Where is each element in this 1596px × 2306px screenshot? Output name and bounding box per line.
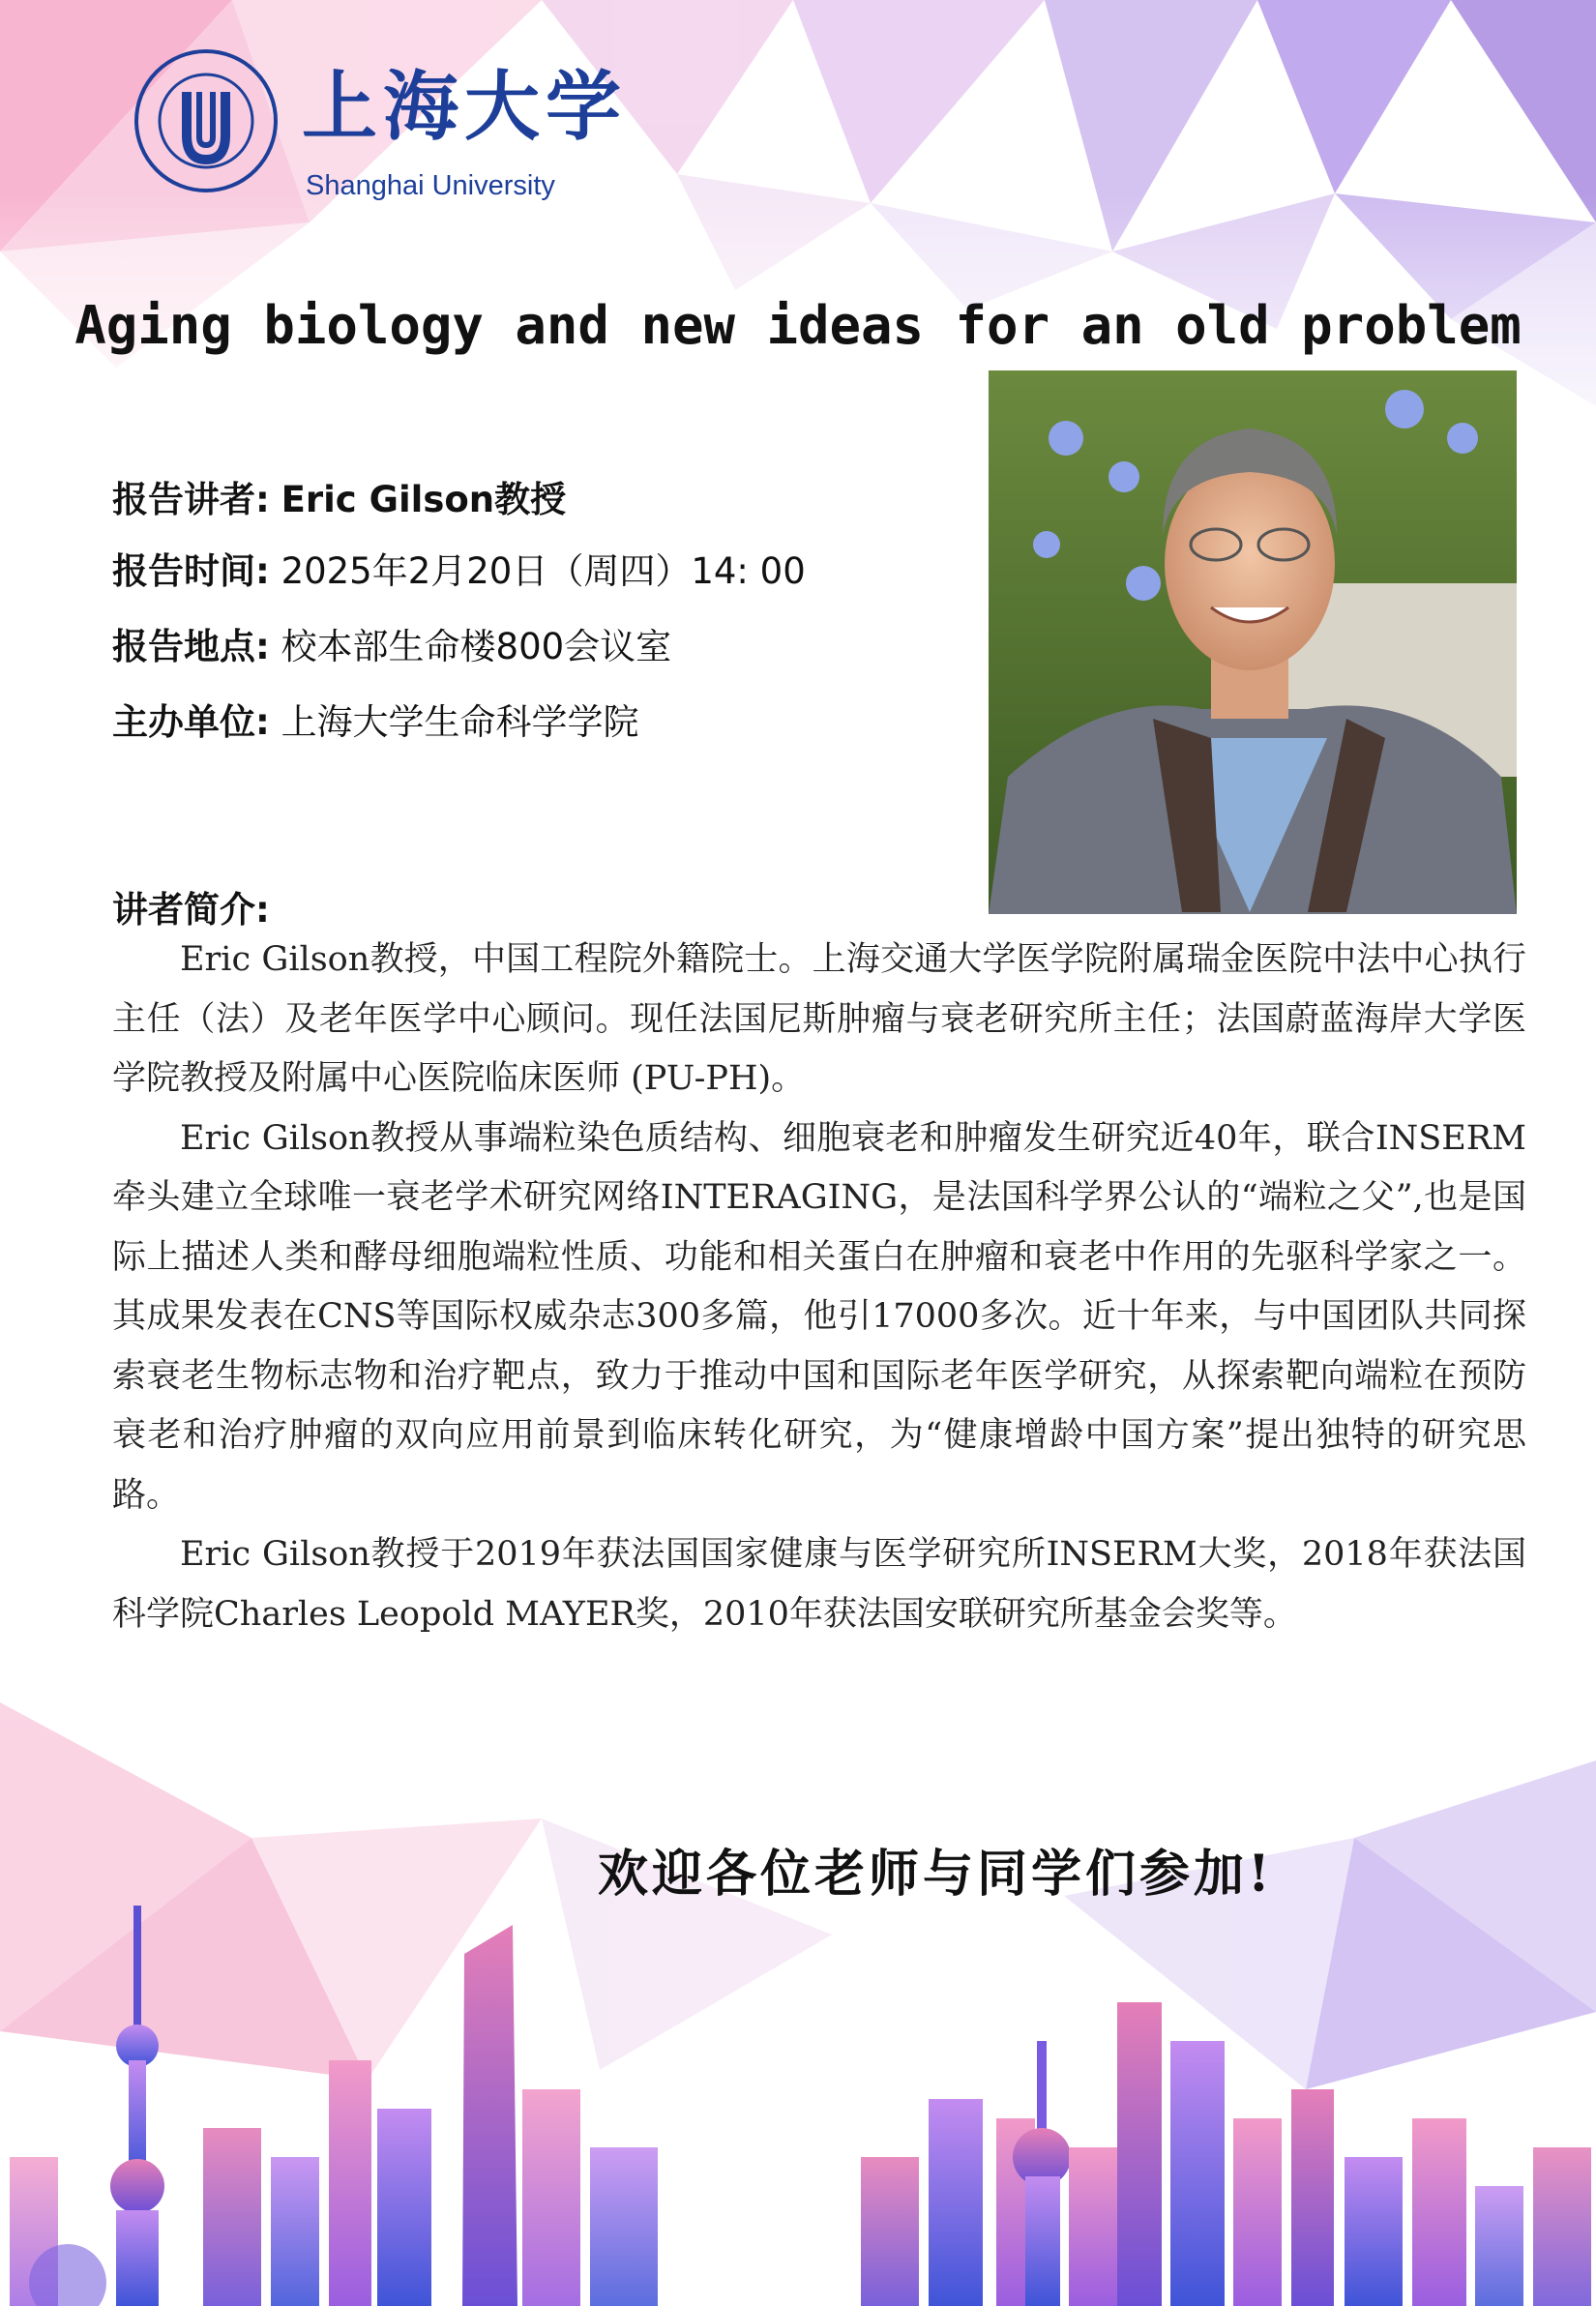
bio-heading: 讲者简介: [112,889,270,931]
info-value: 校本部生命楼800会议室 [281,626,672,667]
speaker-portrait [989,370,1517,914]
bio-paragraph: Eric Gilson教授从事端粒染色质结构、细胞衰老和肿瘤发生研究近40年，联合INSERM 牵头建立全球唯一衰老学术研究网络INTERAGING，是法国科学界公认的“端粒之父”,也是国际上描述人类和酵母细胞端粒性质、功能和相关蛋白在肿瘤和衰老中作用的先驱科学家之一。其成果发表在CNS等国际权威杂志300多篇，他引17000多次。近十年来，与中国团队共同探索衰老生物标志物和治疗靶点，致力于推动中国和国际老年医学研究，从探索靶向端粒在预防衰老和治疗肿瘤的双向应用前景到临床转化研究，为“健康增龄中国方案”提出独特的研究思路。 [112,1118,1526,1515]
info-value: 2025年2月20日（周四）14: 00 [281,550,806,592]
bio-paragraph: Eric Gilson教授于2019年获法国国家健康与医学研究所INSERM大奖，2018年获法国科学院Charles Leopold MAYER奖，2010年获法国安联研究所基金会奖等。 [112,1535,1526,1634]
info-label: 报告讲者: [112,479,270,520]
bio-paragraph: Eric Gilson教授，中国工程院外籍院士。上海交通大学医学院附属瑞金医院中法中心执行主任（法）及老年医学中心顾问。现任法国尼斯肿瘤与衰老研究所主任；法国蔚蓝海岸大学医学院教授及附属中心医院临床医师 (PU-PH)。 [112,940,1526,1098]
info-time [112,550,806,592]
info-value: Eric Gilson教授 [281,479,567,520]
info-organizer [112,701,639,743]
info-location [112,626,672,667]
university-seal-logo [133,48,279,193]
info-value: 上海大学生命科学学院 [281,701,639,743]
talk-title: Aging biology and new ideas for an old problem [74,295,1522,356]
info-label: 主办单位: [112,701,270,743]
welcome-message: 欢迎各位老师与同学们参加! [598,1845,1274,1904]
city-skyline-illustration [0,1867,1596,2306]
university-name-english: Shanghai University [306,170,555,201]
info-speaker [112,479,567,520]
bio-body [112,931,1526,1644]
info-label: 报告时间: [112,550,270,592]
university-name-chinese: 上海大学 [302,63,628,151]
info-label: 报告地点: [112,626,270,667]
